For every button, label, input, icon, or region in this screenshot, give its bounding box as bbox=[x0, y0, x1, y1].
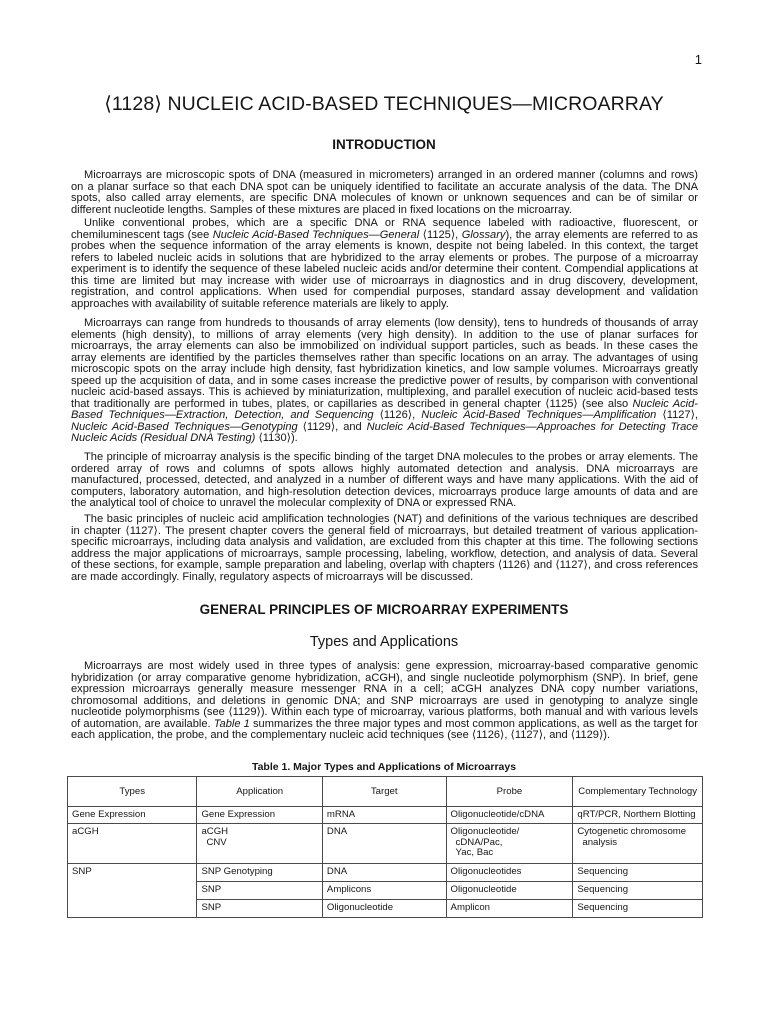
table-row bbox=[68, 824, 703, 864]
table-cell-application: SNP bbox=[197, 882, 322, 900]
cell-line: Cytogenetic chromosome bbox=[577, 826, 687, 837]
table-cell-technology: Sequencing bbox=[573, 900, 703, 918]
cell-line: aCGH bbox=[201, 826, 229, 837]
table-cell-application: SNP bbox=[197, 900, 322, 918]
types-paragraph: Microarrays are most widely used in three types of analysis: gene expression, microarray-based comparative genomic hybridization (or array comparative genome hybridization, aCGH), and single nucleotide polymorphism (SNP). In brief, gene expression microarrays generally measure messenger RNA in a cell; aCGH analyzes DNA copy number variations, chromosomal additions, and deletions in genomic DNA; and SNP microarrays are used in genotyping to analyze single nucleotide polymorphisms (see ⟨1129⟩). Within each type of microarray, various platforms, both manual and with various levels of automation, are available. Table 1 summarizes the three major types and most common applications, as well as the target for each application, the probe, and the complementary nucleic acid techniques (see ⟨1126⟩, ⟨1127⟩, and ⟨1129⟩). bbox=[71, 660, 698, 741]
column-header-target: Target bbox=[322, 777, 446, 807]
table-cell-probe: Oligonucleotide bbox=[446, 882, 573, 900]
table-cell-target: Oligonucleotide bbox=[322, 900, 446, 918]
table-header-row bbox=[68, 777, 703, 807]
intro-paragraph-2: Unlike conventional probes, which are a specific DNA or RNA sequence labeled with radioactive, fluorescent, or chemiluminescent tags (see Nucleic Acid-Based Techniques—General ⟨1125⟩, Glossary), the array elements are referred to as probes when the sequence information of the array elements is known, despite not being labeled. In this context, the target refers to labeled nucleic acids in solutions that are hybridized to the array elements or probes. The purpose of a microarray experiment is to identify the sequence of these labeled nucleic acids and/or determine their content. Compendial applications at this time are limited but may increase with wider use of microarrays in diagnostics and in drug discovery, development, registration, and control applications. When used for compendial purposes, standard assay development and validation approaches with availability of suitable reference materials are likely to apply. bbox=[71, 217, 698, 310]
column-header-complementary-technology: Complementary Technology bbox=[573, 777, 703, 807]
table-cell-probe: Amplicon bbox=[446, 900, 573, 918]
applications-table bbox=[67, 776, 703, 918]
table-cell-probe: Oligonucleotides bbox=[446, 864, 573, 882]
table-cell-technology bbox=[573, 824, 703, 864]
cell-subline: analysis bbox=[582, 836, 618, 848]
general-principles-heading: GENERAL PRINCIPLES OF MICROARRAY EXPERIMENTS bbox=[199, 602, 569, 617]
page-number: 1 bbox=[694, 52, 702, 67]
intro-paragraph-5: The basic principles of nucleic acid amplification technologies (NAT) and definitions of the various techniques are described in chapter ⟨1127⟩. The present chapter covers the general field of microarrays, but detailed treatment of various application-specific microarrays, including data analysis and validation, are excluded from this chapter at this time. The following sections address the major applications of microarrays, sample processing, labeling, workflow, detection, and analysis of data. Several of these sections, for example, sample preparation and labeling, overlap with chapters ⟨1126⟩ and ⟨1127⟩, and cross references are made accordingly. Finally, regulatory aspects of microarrays will be discussed. bbox=[71, 513, 698, 583]
table-title: Table 1. Major Types and Applications of Microarrays bbox=[251, 761, 517, 773]
table-cell-probe bbox=[446, 824, 573, 864]
table-cell-target: DNA bbox=[322, 824, 446, 864]
table-cell-technology: qRT/PCR, Northern Blotting bbox=[573, 807, 703, 824]
table-cell-target: Amplicons bbox=[322, 882, 446, 900]
cell-line: Oligonucleotide/ bbox=[450, 826, 520, 837]
table-cell-application bbox=[197, 824, 322, 864]
introduction-heading: INTRODUCTION bbox=[332, 137, 436, 152]
table-cell-type: Gene Expression bbox=[68, 807, 197, 824]
column-header-probe: Probe bbox=[446, 777, 573, 807]
chapter-title: ⟨1128⟩ NUCLEIC ACID-BASED TECHNIQUES—MICROARRAY bbox=[104, 93, 664, 115]
table-cell-type: SNP bbox=[68, 864, 197, 918]
table-cell-technology: Sequencing bbox=[573, 882, 703, 900]
table-cell-type: aCGH bbox=[68, 824, 197, 864]
types-applications-subheading: Types and Applications bbox=[309, 634, 459, 650]
table-cell-target: DNA bbox=[322, 864, 446, 882]
intro-paragraph-3: Microarrays can range from hundreds to thousands of array elements (low density), tens to hundreds of thousands of array elements (high density), to millions of array elements (very high density). In addition to the use of planar surfaces for microarrays, the array elements can also be immobilized on individual support particles, such as beads. In these cases the array elements are identified by the particles themselves rather than specific locations on an array. The advantages of using microscopic spots on the array include high density, fast hybridization kinetics, and low sample volumes. Microarrays greatly speed up the acquisition of data, and in some cases increase the predictive power of results, by comparison with conventional nucleic acid-based assays. This is achieved by miniaturization, multiplexing, and parallel execution of nucleic acid-based tests that traditionally are performed in tubes, plates, or capillaries as described in general chapter ⟨1125⟩ (see also Nucleic Acid-Based Techniques—Extraction, Detection, and Sequencing ⟨1126⟩, Nucleic Acid-Based Techniques—Amplification ⟨1127⟩, Nucleic Acid-Based Techniques—Genotyping ⟨1129⟩, and Nucleic Acid-Based Techniques—Approaches for Detecting Trace Nucleic Acids (Residual DNA Testing) ⟨1130⟩). bbox=[71, 317, 698, 444]
table-cell-target: mRNA bbox=[322, 807, 446, 824]
cell-subline: cDNA/Pac, Yac, Bac bbox=[455, 836, 503, 858]
table-cell-application: Gene Expression bbox=[197, 807, 322, 824]
cell-subline: CNV bbox=[206, 836, 227, 848]
table-cell-probe: Oligonucleotide/cDNA bbox=[446, 807, 573, 824]
intro-paragraph-4: The principle of microarray analysis is the specific binding of the target DNA molecules to the probes or array elements. The ordered array of rows and columns of spots allows highly automated detection and analysis. DNA microarrays are manufactured, processed, detected, and analyzed in a number of different ways and have many applications. With the aid of computers, laboratory automation, and high-resolution detection devices, microarrays produce large amounts of data and are the analytical tool of choice to unravel the molecular complexity of DNA or expressed RNA. bbox=[71, 451, 698, 509]
column-header-types: Types bbox=[68, 777, 197, 807]
table-cell-application: SNP Genotyping bbox=[197, 864, 322, 882]
table-row bbox=[68, 864, 703, 882]
table-row bbox=[68, 807, 703, 824]
table-cell-technology: Sequencing bbox=[573, 864, 703, 882]
intro-paragraph-1: Microarrays are microscopic spots of DNA (measured in micrometers) arranged in an ordered manner (columns and rows) on a planar surface so that each DNA spot can be uniquely identified to facilitate an accurate analysis of the data. The DNA spots, also called array elements, are specific DNA molecules of known or unknown sequences and can be of similar or different nucleotide lengths. Samples of these mixtures are placed in fixed locations on the microarray. bbox=[71, 169, 698, 216]
column-header-application: Application bbox=[197, 777, 322, 807]
